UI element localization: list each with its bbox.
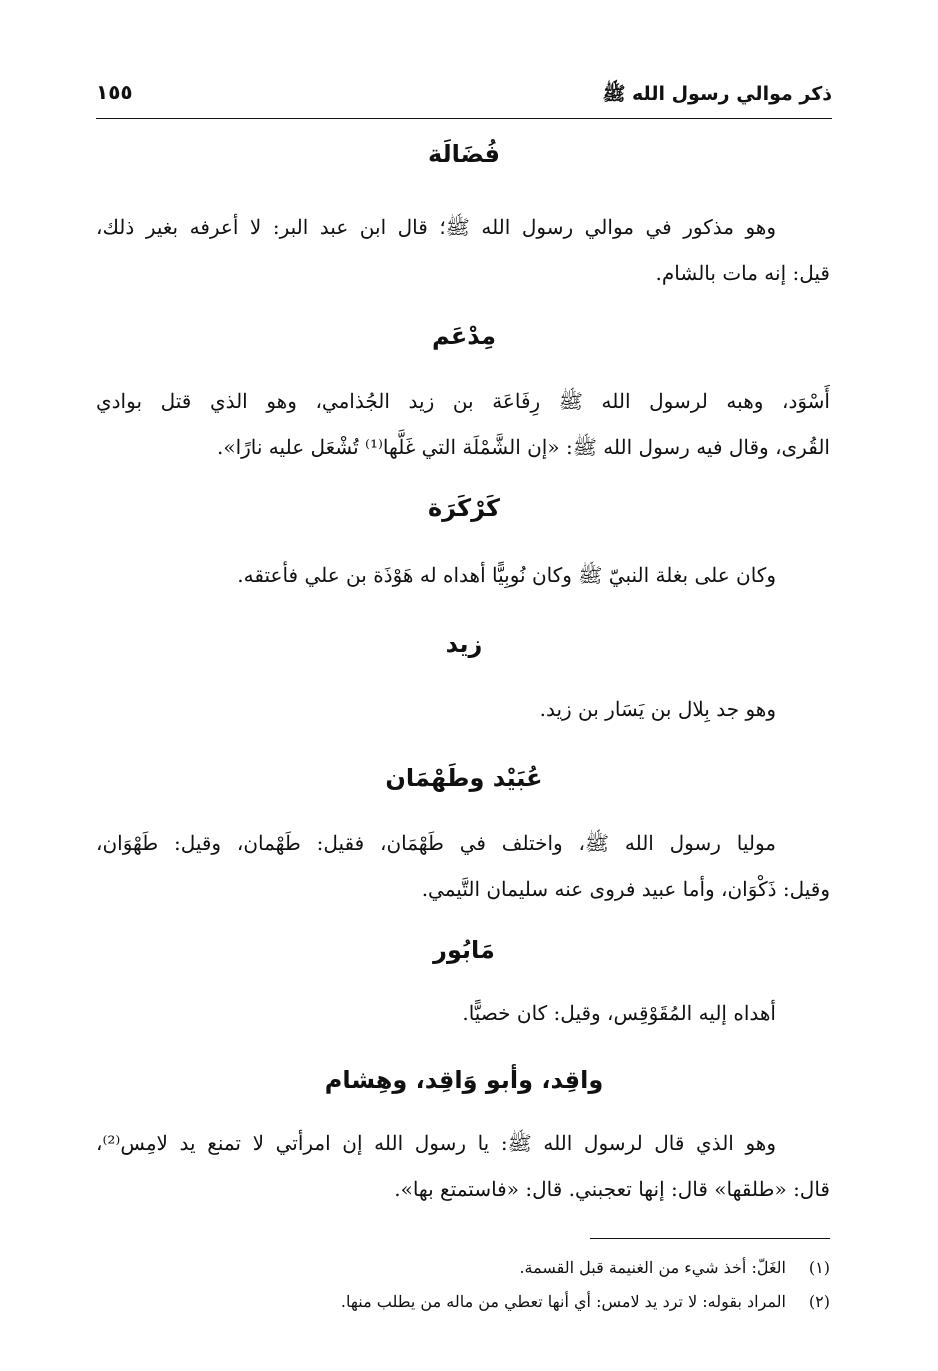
- paragraph-line: وهو الذي قال لرسول الله ﷺ: يا رسول الله إن امرأتي لا تمنع يد لامِس⁽²⁾،: [96, 1131, 776, 1155]
- footnote-mark: (٢): [808, 1292, 830, 1311]
- section-heading: كَرْكَرَة: [428, 494, 500, 522]
- section-heading: عُبَيْد وطَهْمَان: [385, 764, 543, 792]
- footnote-mark: (١): [808, 1258, 830, 1277]
- section-heading: مِدْعَم: [432, 322, 496, 350]
- paragraph-line: القُرى، وقال فيه رسول الله ﷺ: «إن الشَّمْلَة التي غَلَّها⁽¹⁾ تُشْعَل عليه نارًا».: [216, 435, 830, 459]
- paragraph-line: موليا رسول الله ﷺ، واختلف في طَهْمَان، فقيل: طَهْمان، وقيل: طَهْوَان،: [96, 831, 776, 855]
- section-paragraph: [96, 820, 830, 912]
- section-paragraph: [96, 204, 830, 296]
- paragraph-line: وهو جد بِلال بن يَسَار بن زيد.: [539, 697, 776, 721]
- paragraph-line: وقيل: ذَكْوَان، وأما عبيد فروى عنه سليمان التَّيمي.: [421, 877, 830, 901]
- footnote: [96, 1290, 830, 1314]
- section-heading: مَابُور: [433, 936, 495, 964]
- section-paragraph: [96, 378, 830, 470]
- section-heading: واقِد، وأبو وَاقِد، وهِشام: [324, 1066, 604, 1094]
- page-number: ١٥٥: [96, 80, 133, 104]
- paragraph-line: قيل: إنه مات بالشام.: [655, 261, 830, 285]
- footnote-text: المراد بقوله: لا ترد يد لامس: أي أنها تعطي من ماله من يطلب منها.: [340, 1292, 786, 1311]
- page-header: [96, 78, 832, 119]
- footnote: [96, 1256, 830, 1280]
- section-paragraph: [96, 1120, 830, 1212]
- running-title: ذكر موالي رسول الله ﷺ: [602, 83, 832, 105]
- paragraph-line: قال: «طلقها» قال: إنها تعجبني. قال: «فاستمتع بها».: [394, 1177, 830, 1201]
- section-paragraph: [96, 552, 830, 598]
- paragraph-line: وهو مذكور في موالي رسول الله ﷺ؛ قال ابن عبد البر: لا أعرفه بغير ذلك،: [96, 215, 776, 239]
- paragraph-line: وكان على بغلة النبيّ ﷺ وكان نُوبِيًّا أهداه له هَوْذَة بن علي فأعتقه.: [237, 563, 776, 587]
- footnote-separator: [590, 1238, 830, 1239]
- section-paragraph: [96, 990, 830, 1036]
- section-heading: زيد: [445, 630, 483, 658]
- section-paragraph: [96, 686, 830, 732]
- section-heading: فُضَالَة: [428, 140, 500, 168]
- paragraph-line: أهداه إليه المُقَوْقِس، وقيل: كان خصيًّا.: [462, 1001, 776, 1025]
- footnote-text: الغَلّ: أخذ شيء من الغنيمة قبل القسمة.: [519, 1258, 786, 1277]
- paragraph-line: أَسْوَد، وهبه لرسول الله ﷺ رِفَاعَة بن زيد الجُذامي، وهو الذي قتل بوادي: [96, 389, 830, 413]
